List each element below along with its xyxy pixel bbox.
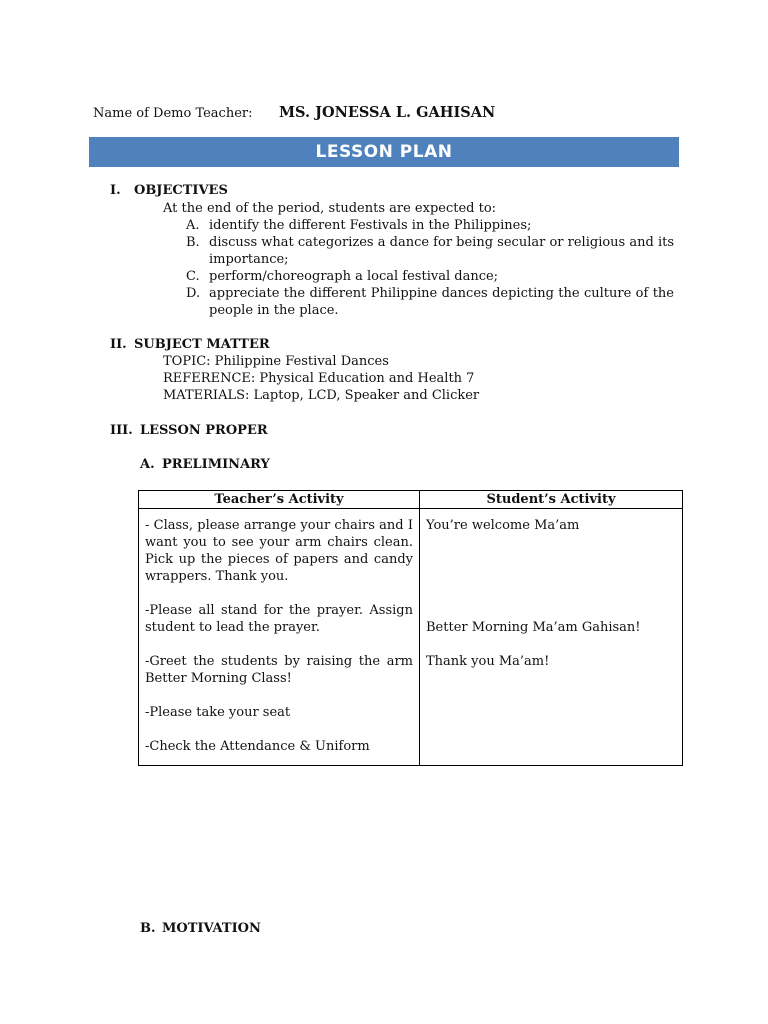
lesson-proper-heading: LESSON PROPER: [140, 423, 268, 438]
list-marker: B.: [186, 235, 200, 250]
objective-item: [186, 268, 674, 285]
table-header-row: [139, 491, 683, 509]
objective-text: perform/choreograph a local festival dance;: [209, 269, 499, 284]
motivation-marker: B.: [140, 921, 156, 936]
reference-line: REFERENCE: Physical Education and Health 7: [163, 371, 475, 386]
objectives-list: [186, 217, 674, 319]
lesson-proper-number: III.: [110, 423, 133, 438]
preliminary-table: [138, 490, 683, 766]
teacher-paragraph: -Greet the students by raising the arm Better Morning Class!: [145, 654, 413, 686]
teacher-activity-cell: [139, 509, 420, 766]
objectives-intro: At the end of the period, students are expected to:: [163, 201, 497, 216]
student-response: Better Morning Ma’am Gahisan!: [426, 620, 641, 635]
student-activity-cell: [420, 509, 683, 766]
list-marker: A.: [186, 218, 200, 233]
objectives-number: I.: [110, 183, 121, 198]
teacher-paragraph: -Check the Attendance & Uniform: [145, 739, 370, 754]
student-activity-header: Student’s Activity: [420, 491, 683, 509]
objective-text: discuss what categorizes a dance for being secular or religious and its importance;: [209, 235, 674, 267]
teacher-paragraph: - Class, please arrange your chairs and I want you to see your arm chairs clean. Pick up the pieces of papers and candy wrappers. Thank you.: [145, 518, 413, 584]
objective-text: identify the different Festivals in the Philippines;: [209, 218, 532, 233]
topic-line: TOPIC: Philippine Festival Dances: [163, 354, 389, 369]
motivation-heading: MOTIVATION: [162, 921, 261, 936]
preliminary-marker: A.: [140, 457, 155, 472]
objective-item: [186, 217, 674, 234]
materials-line: MATERIALS: Laptop, LCD, Speaker and Clicker: [163, 388, 480, 403]
subject-matter-number: II.: [110, 337, 127, 352]
student-response: You’re welcome Ma’am: [426, 518, 580, 533]
list-marker: D.: [186, 286, 201, 301]
preliminary-heading: PRELIMINARY: [162, 457, 270, 472]
list-marker: C.: [186, 269, 200, 284]
lesson-plan-banner: LESSON PLAN: [89, 137, 679, 167]
objective-item: [186, 285, 674, 319]
teacher-paragraph: -Please all stand for the prayer. Assign student to lead the prayer.: [145, 603, 413, 635]
teacher-activity-header: Teacher’s Activity: [139, 491, 420, 509]
objective-text: appreciate the different Philippine dances depicting the culture of the people in the place.: [209, 286, 674, 318]
objective-item: [186, 234, 674, 268]
teacher-paragraph: -Please take your seat: [145, 705, 291, 720]
subject-matter-heading: SUBJECT MATTER: [134, 337, 270, 352]
student-response: Thank you Ma’am!: [426, 654, 550, 669]
teacher-label: Name of Demo Teacher:: [93, 106, 253, 121]
objectives-heading: OBJECTIVES: [134, 183, 228, 198]
teacher-name: MS. JONESSA L. GAHISAN: [279, 104, 496, 121]
table-row: [139, 509, 683, 766]
